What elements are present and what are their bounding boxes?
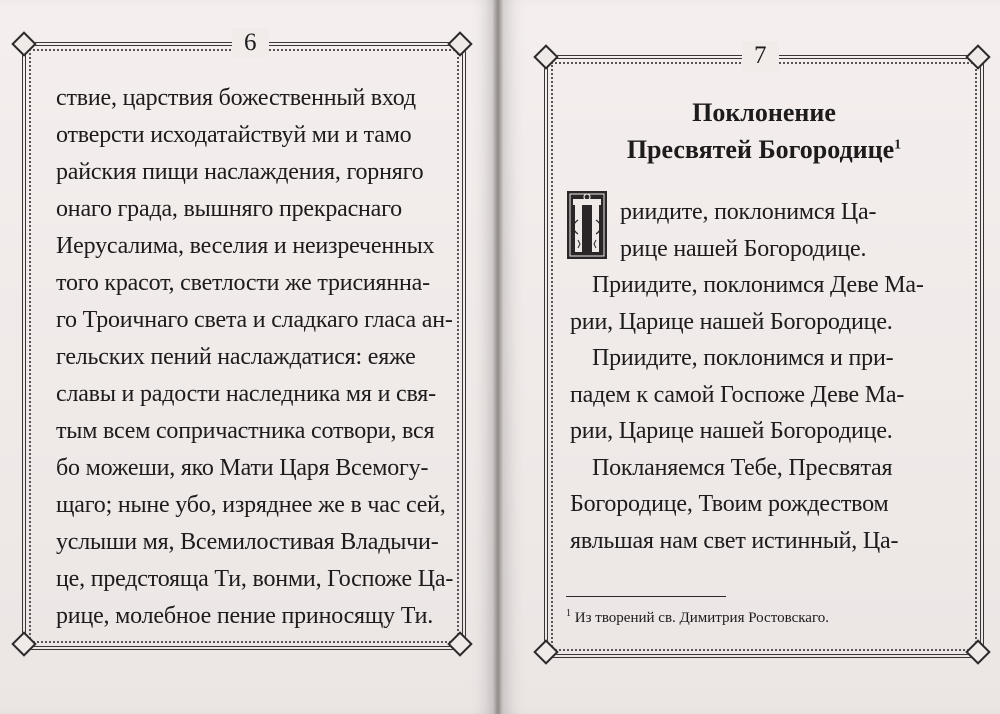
text-line: рице, молебное пение приносящу Ти.	[56, 603, 434, 629]
text-line: падем к самой Госпоже Деве Ма-	[570, 381, 905, 408]
text-line: щаго; ныне убо, изряднее же в час сей,	[56, 492, 446, 518]
text-line: услыши мя, Всемилостивая Владычи-	[56, 529, 439, 555]
left-page-body	[56, 80, 454, 635]
text-line: Приидите, поклонимся Деве Ма-	[592, 272, 924, 298]
text-line: бо можеши, яко Мати Царя Всемогу-	[56, 455, 429, 481]
right-page-number: 7	[742, 41, 779, 71]
text-line: Приидите, поклонимся и при-	[592, 345, 894, 371]
footnote-reference: 1	[894, 137, 902, 153]
title-text: Пресвятей Богородице	[626, 135, 895, 164]
text-line: онаго града, вышняго прекраснаго	[56, 196, 402, 222]
text-line: тым всем сопричастника сотвори, вся	[56, 418, 435, 444]
title-line	[565, 131, 963, 168]
text-line: славы и радости наследника мя и свя-	[56, 381, 436, 407]
footnote	[566, 604, 966, 628]
footnote-divider	[566, 596, 726, 597]
footnote-text: Из творений св. Димитрия Ростовскаго.	[574, 610, 829, 626]
text-line: явльшая нам свет истинный, Ца-	[570, 527, 899, 554]
text-line: гельских пений наслаждатися: еяже	[56, 344, 416, 370]
text-line: того красот, светлости же трисиянна-	[56, 270, 430, 296]
book-gutter	[493, 0, 503, 714]
text-line: рии, Царице нашей Богородице.	[570, 308, 893, 335]
text-line: ствие, царствия божественный вход	[56, 85, 416, 111]
text-line: рии, Царице нашей Богородице.	[570, 418, 893, 444]
text-line: Иерусалима, веселия и неизреченных	[56, 233, 435, 259]
text-line: райския пищи наслаждения, горняго	[56, 159, 424, 185]
text-line: риидите, поклонимся Ца-	[620, 199, 877, 225]
text-line: Богородице, Твоим рождеством	[570, 491, 889, 517]
text-line: го Троичнаго света и сладкаго гласа ан-	[56, 307, 453, 333]
text-line: Покланяемся Тебе, Пресвятая	[592, 454, 893, 481]
text-line: отверсти исходатайствуй ми и тамо	[56, 122, 412, 148]
footnote-mark: 1	[566, 608, 571, 619]
left-page-number: 6	[232, 28, 269, 58]
title-line: Поклонение	[692, 98, 836, 127]
right-page-body	[570, 194, 950, 559]
prayer-title	[565, 94, 963, 168]
text-line: це, предстояща Ти, вонми, Госпоже Ца-	[56, 566, 454, 592]
text-line: рице нашей Богородице.	[620, 235, 867, 262]
